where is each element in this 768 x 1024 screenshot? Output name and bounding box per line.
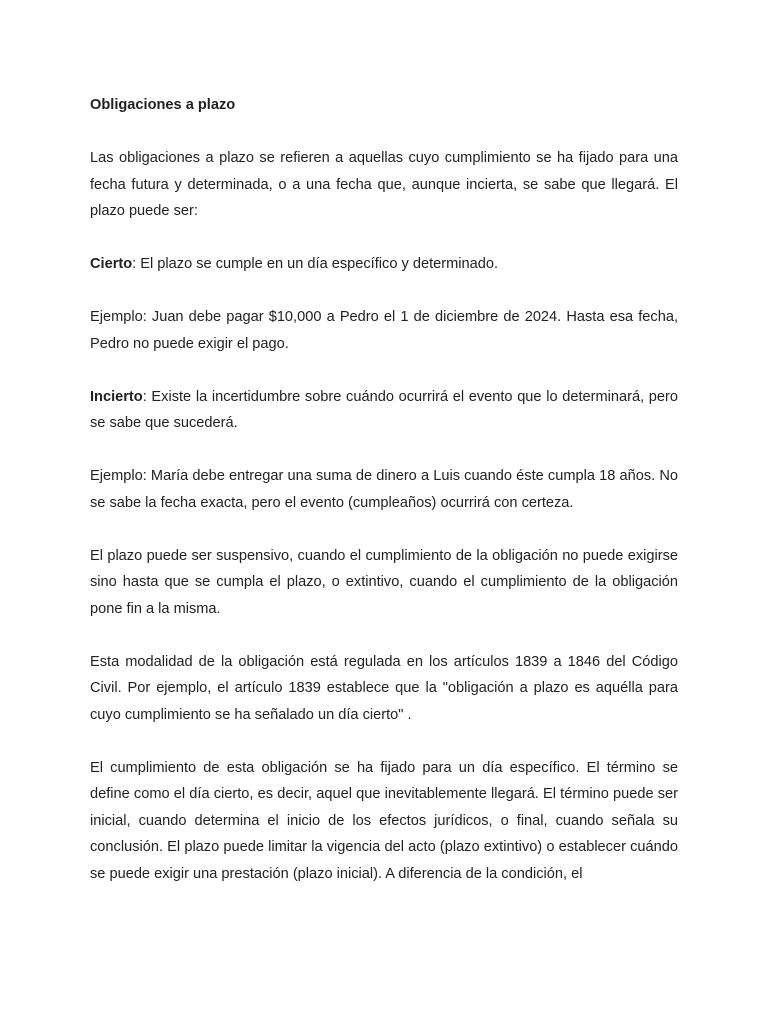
paragraph-cierto: [90, 251, 678, 278]
incierto-definition: : Existe la incertidumbre sobre cuándo ocurrirá el evento que lo determinará, pero se sabe que sucederá.: [90, 388, 678, 431]
cierto-definition: : El plazo se cumple en un día específico y determinado.: [132, 256, 499, 272]
term-incierto: Incierto: [90, 388, 143, 405]
paragraph-ejemplo-2: Ejemplo: María debe entregar una suma de dinero a Luis cuando éste cumpla 18 años. No se sabe la fecha exacta, pero el evento (cumpleaños) ocurrirá con certeza.: [90, 468, 678, 511]
paragraph-termino: El cumplimiento de esta obligación se ha fijado para un día específico. El término se define como el día cierto, es decir, aquel que inevitablemente llegará. El término puede ser inicial, cuando determina el inicio de los efectos jurídicos, o final, cuando señala su conclusión. El plazo puede limitar la vigencia del acto (plazo extintivo) o establecer cuándo se puede exigir una prestación (plazo inicial). A diferencia de la condición, el: [90, 759, 678, 882]
paragraph-incierto: [90, 384, 678, 437]
paragraph-suspensivo: El plazo puede ser suspensivo, cuando el cumplimiento de la obligación no puede exigirse sino hasta que se cumpla el plazo, o extintivo, cuando el cumplimiento de la obligación pone fin a la misma.: [90, 547, 678, 617]
document-title: Obligaciones a plazo: [90, 97, 236, 113]
paragraph-ejemplo-1: Ejemplo: Juan debe pagar $10,000 a Pedro el 1 de diciembre de 2024. Hasta esa fecha, Pedro no puede exigir el pago.: [90, 309, 678, 352]
document-body: [90, 92, 678, 914]
paragraph-intro: Las obligaciones a plazo se refieren a aquellas cuyo cumplimiento se ha fijado para una fecha futura y determinada, o a una fecha que, aunque incierta, se sabe que llegará. El plazo puede ser:: [90, 150, 678, 219]
paragraph-regulacion: Esta modalidad de la obligación está regulada en los artículos 1839 a 1846 del Código Civil. Por ejemplo, el artículo 1839 establece que la "obligación a plazo es aquélla para cuyo cumplimiento se ha señalado un día cierto" .: [90, 653, 678, 723]
term-cierto: Cierto: [90, 256, 133, 272]
